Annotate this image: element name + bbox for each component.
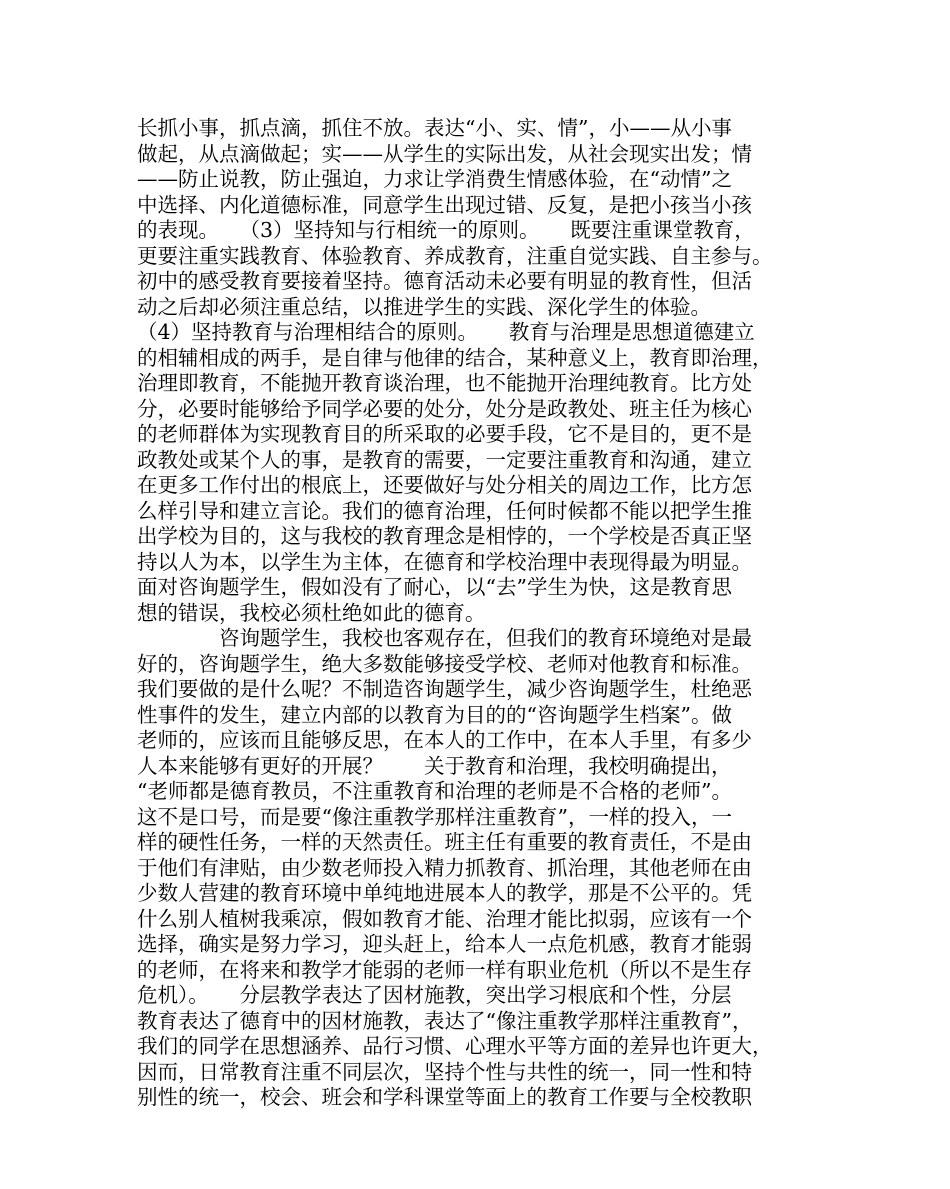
text-line: 出学校为目的，这与我校的教育理念是相悖的，一个学校是否真正坚 <box>137 524 752 548</box>
text-line: 的表现。 （3）坚持知与行相统一的原则。 既要注重课堂教育， <box>137 218 755 242</box>
text-line: 面对咨询题学生，假如没有了耐心，以“去”学生为快，这是教育思 <box>137 575 732 599</box>
text-line: ——防止说教，防止强迫，力求让学消费生情感体验，在“动情”之 <box>137 167 732 191</box>
text-line: 长抓小事，抓点滴，抓住不放。表达“小、实、情”，小——从小事 <box>137 116 732 140</box>
text-line: （4）坚持教育与治理相结合的原则。 教育与治理是思想道德建立 <box>137 320 755 344</box>
text-line: 什么别人植树我乘凉，假如教育才能、治理才能比拟弱，应该有一个 <box>137 906 752 931</box>
body-text <box>137 116 817 1111</box>
text-line: 样的硬性任务，一样的天然责任。班主任有重要的教育责任，不是由 <box>137 830 752 854</box>
text-line: 中选择、内化道德标准，同意学生出现过错、反复，是把小孩当小孩 <box>137 192 752 217</box>
text-line: 初中的感受教育要接着坚持。德育活动未必要有明显的教育性，但活 <box>137 269 752 293</box>
text-line: 人本来能够有更好的开展？ 关于教育和治理，我校明确提出， <box>137 753 732 778</box>
text-line: 持以人为本，以学生为主体，在德育和学校治理中表现得最为明显。 <box>137 549 752 574</box>
text-line: 政教处或某个人的事，是教育的需要，一定要注重教育和沟通，建立 <box>137 447 752 472</box>
text-line: 想的错误，我校必须杜绝如此的德育。 <box>137 600 486 625</box>
text-line: 少数人营建的教育环境中单纯地进展本人的教学，那是不公平的。凭 <box>137 881 752 905</box>
text-line: 我们的同学在思想涵养、品行习惯、心理水平等方面的差异也许更大， <box>137 1034 773 1058</box>
text-line: “老师都是德育教员，不注重教育和治理的老师是不合格的老师”。 <box>137 779 732 803</box>
text-line: 咨询题学生，我校也客观存在，但我们的教育环境绝对是最 <box>137 626 752 650</box>
text-line: 选择，确实是努力学习，迎头赶上，给本人一点危机感，教育才能弱 <box>137 932 752 956</box>
text-line: 我们要做的是什么呢？不制造咨询题学生，减少咨询题学生，杜绝恶 <box>137 677 752 701</box>
text-line: 的老师群体为实现教育目的所采取的必要手段，它不是目的，更不是 <box>137 422 752 446</box>
text-line: 这不是口号，而是要“像注重教学那样注重教育”，一样的投入，一 <box>137 804 732 829</box>
text-line: 性事件的发生，建立内部的以教育为目的的“咨询题学生档案”。做 <box>137 702 732 727</box>
text-line: 教育表达了德育中的因材施教，表达了“像注重教学那样注重教育”， <box>137 1008 753 1033</box>
text-line: 好的，咨询题学生，绝大多数能够接受学校、老师对他教育和标准。 <box>137 651 752 676</box>
text-line: 更要注重实践教育、体验教育、养成教育，注重自觉实践、自主参与。 <box>137 243 773 268</box>
text-line: 因而，日常教育注重不同层次，坚持个性与共性的统一，同一性和特 <box>137 1059 752 1084</box>
text-line: 在更多工作付出的根底上，还要做好与处分相关的周边工作，比方怎 <box>137 473 752 497</box>
text-line: 危机）。 分层教学表达了因材施教，突出学习根底和个性，分层 <box>137 983 732 1007</box>
text-line: 别性的统一，校会、班会和学科课堂等面上的教育工作要与全校教职 <box>137 1085 752 1109</box>
text-line: 的老师，在将来和教学才能弱的老师一样有职业危机（所以不是生存 <box>137 957 752 982</box>
text-line: 动之后却必须注重总结，以推进学生的实践、深化学生的体验。 <box>137 294 711 319</box>
text-line: 治理即教育，不能抛开教育谈治理，也不能抛开治理纯教育。比方处 <box>137 371 752 395</box>
text-line: 于他们有津贴，由少数老师投入精力抓教育、抓治理，其他老师在由 <box>137 855 752 880</box>
text-line: 的相辅相成的两手，是自律与他律的结合，某种意义上，教育即治理， <box>137 345 773 370</box>
text-line: 么样引导和建立言论。我们的德育治理，任何时候都不能以把学生推 <box>137 498 752 523</box>
text-line: 分，必要时能够给予同学必要的处分，处分是政教处、班主任为核心 <box>137 396 752 421</box>
text-line: 老师的，应该而且能够反思，在本人的工作中，在本人手里，有多少 <box>137 728 752 752</box>
text-line: 做起，从点滴做起；实——从学生的实际出发，从社会现实出发；情 <box>137 141 752 166</box>
